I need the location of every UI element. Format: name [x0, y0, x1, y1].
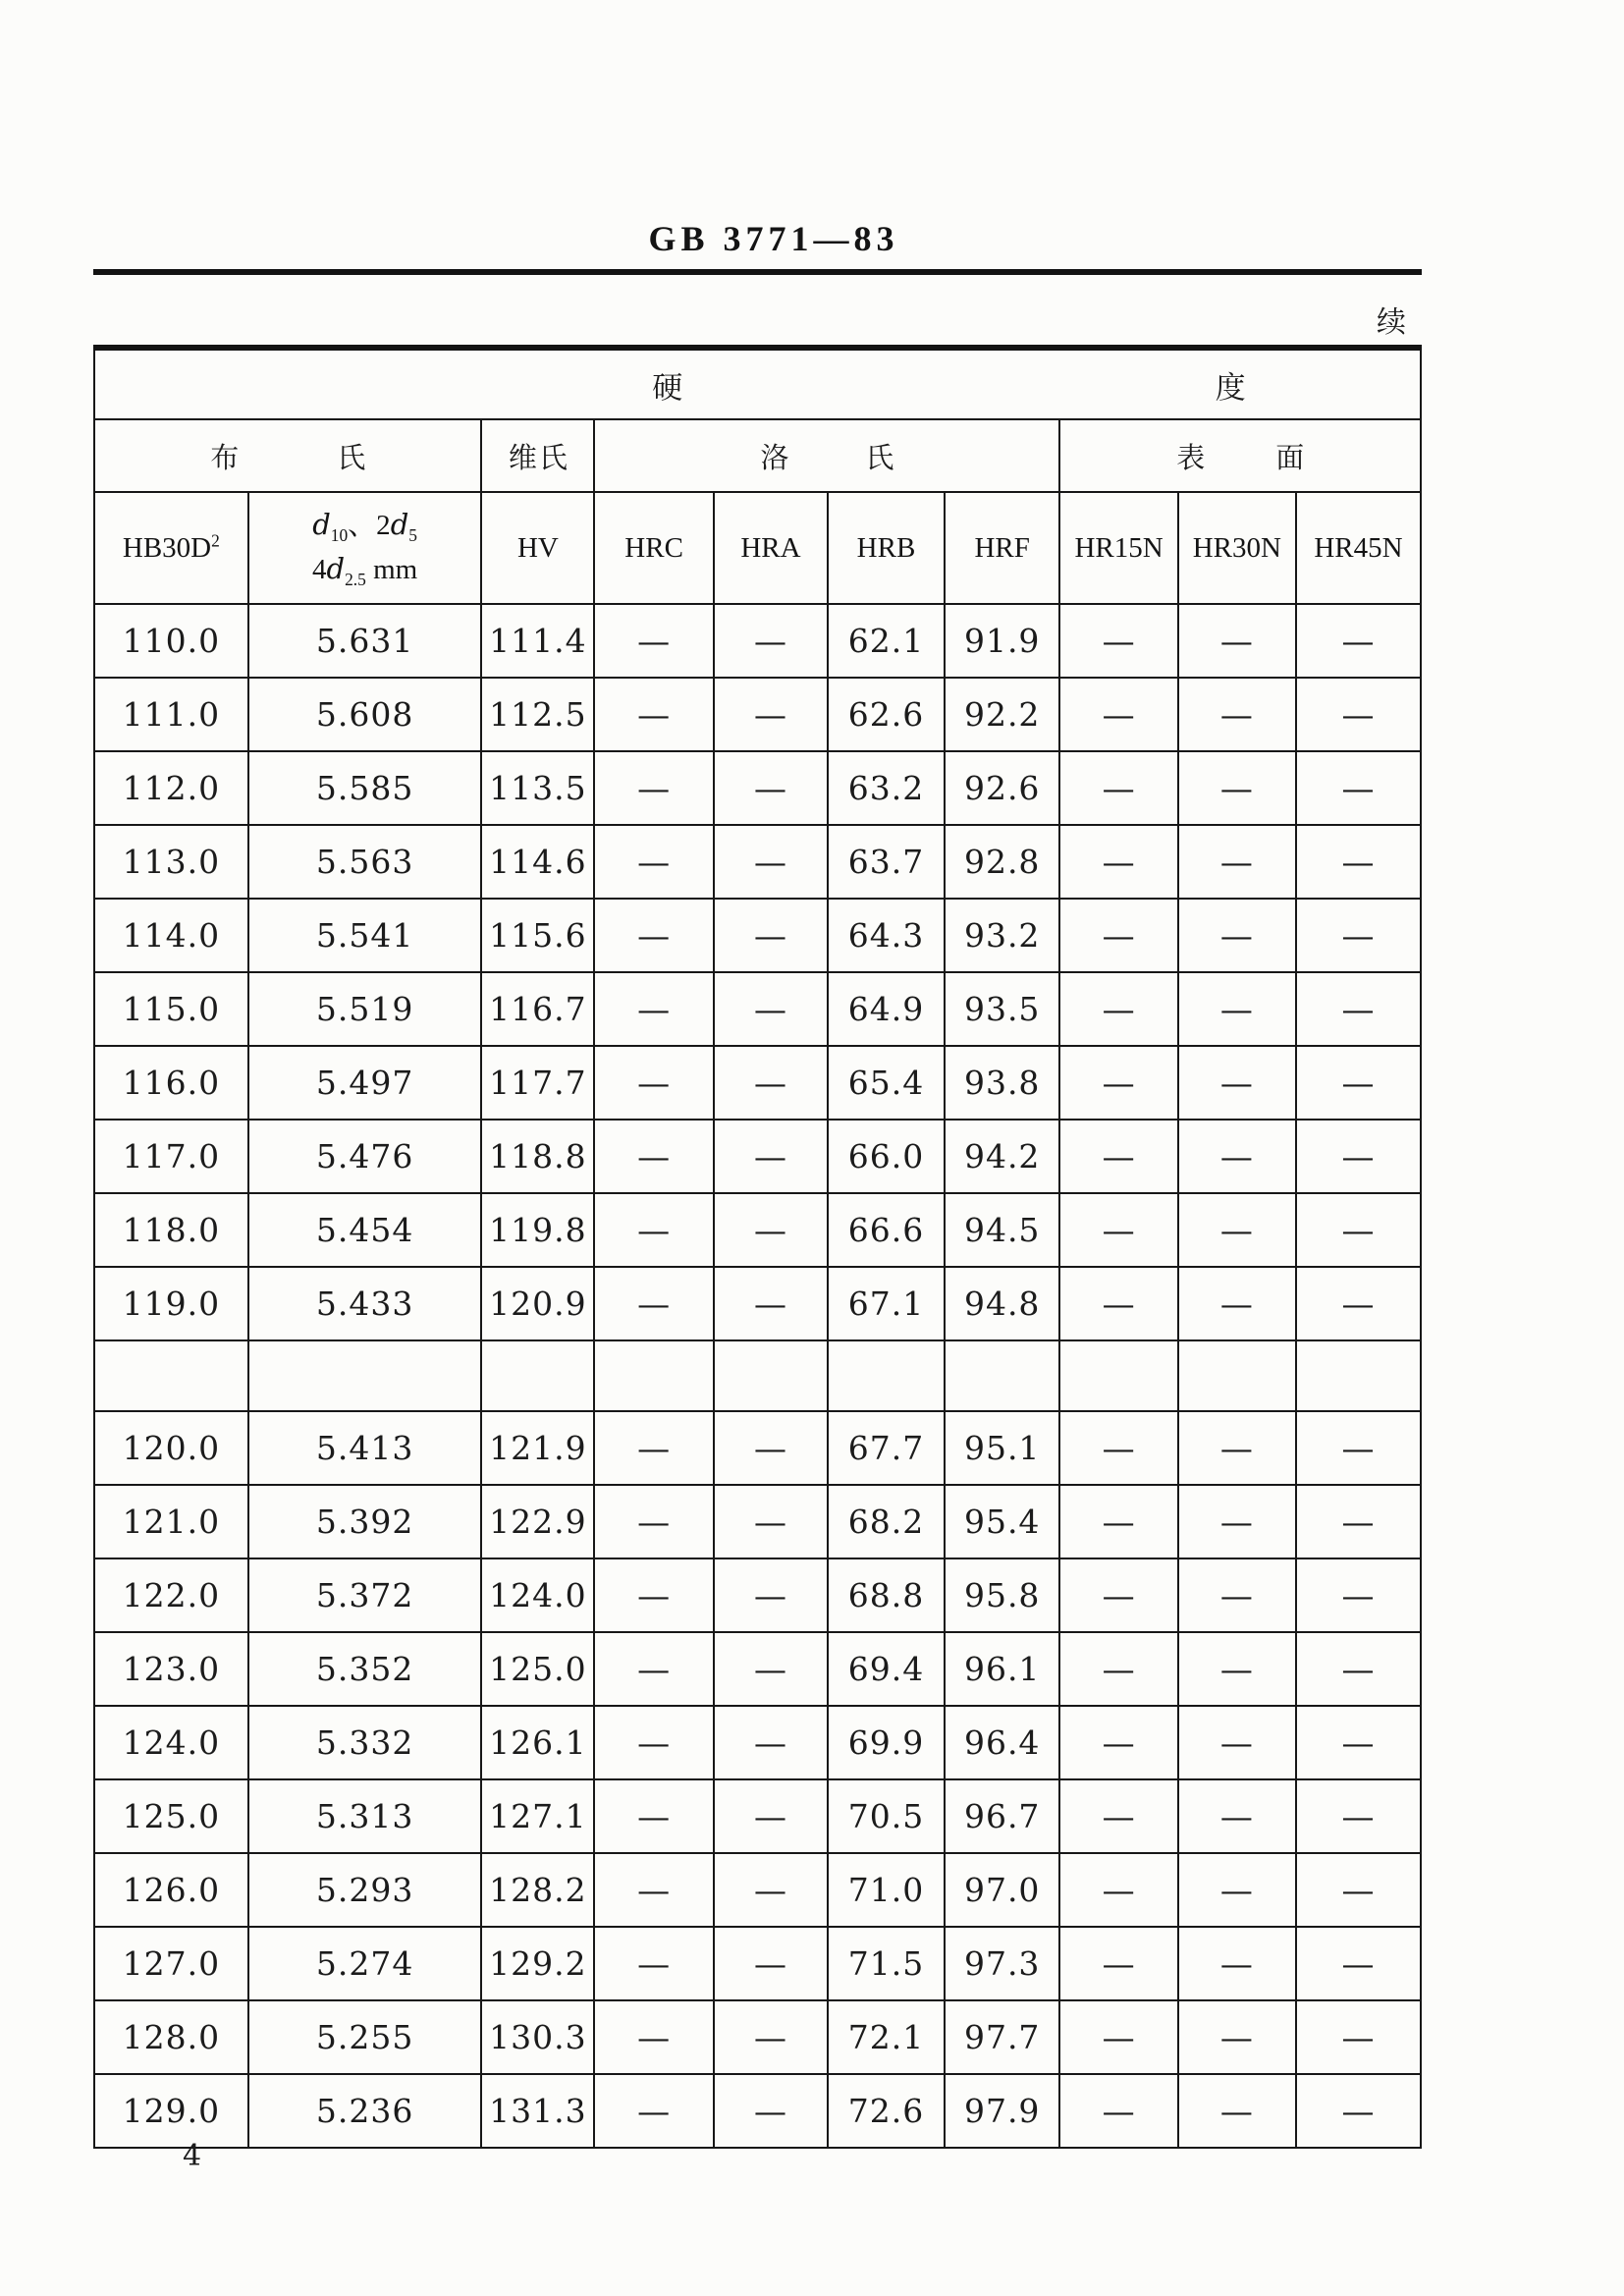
- table-cell-hv: 122.9: [481, 1485, 594, 1558]
- table-cell-hrb: 67.7: [828, 1411, 945, 1485]
- table-cell-hv: 129.2: [481, 1927, 594, 2000]
- table-cell-hr45n: —: [1296, 1193, 1421, 1267]
- table-cell-hb30d2: 117.0: [94, 1120, 248, 1193]
- table-cell-hrb: 69.4: [828, 1632, 945, 1706]
- table-cell-hb30d2: 126.0: [94, 1853, 248, 1927]
- table-cell-hra: —: [714, 1927, 828, 2000]
- table-cell-hb30d2: 116.0: [94, 1046, 248, 1120]
- table-cell-hrc: —: [594, 1558, 714, 1632]
- table-row: [94, 899, 1421, 972]
- table-cell-hrc: —: [594, 604, 714, 678]
- scale-group-header: 维 氏: [481, 419, 594, 492]
- table-cell-hr45n: —: [1296, 1267, 1421, 1340]
- scale-group-header: 表 面: [1059, 419, 1421, 492]
- table-cell-d_mm: 5.413: [248, 1411, 482, 1485]
- table-cell-hr45n: —: [1296, 751, 1421, 825]
- table-cell-hrb: 70.5: [828, 1779, 945, 1853]
- table-cell-hv: 131.3: [481, 2074, 594, 2148]
- table-cell-hv: 112.5: [481, 678, 594, 751]
- column-header-hr30n: HR30N: [1178, 492, 1296, 604]
- table-cell-hr30n: —: [1178, 1706, 1296, 1779]
- table-cell-hr30n: —: [1178, 899, 1296, 972]
- table-cell-hr30n: —: [1178, 1411, 1296, 1485]
- table-cell-hrc: —: [594, 825, 714, 899]
- table-cell-hr30n: —: [1178, 678, 1296, 751]
- table-cell-hr15n: —: [1059, 1267, 1177, 1340]
- table-cell-hrf: 93.2: [945, 899, 1060, 972]
- table-cell-hrb: 71.0: [828, 1853, 945, 1927]
- banner-char-hardness-left: 硬: [652, 370, 683, 406]
- table-cell-hr30n: —: [1178, 1120, 1296, 1193]
- table-cell-hb30d2: 120.0: [94, 1411, 248, 1485]
- table-cell-hr30n: —: [1178, 2000, 1296, 2074]
- table-cell-hv: 126.1: [481, 1706, 594, 1779]
- table-cell-hv: 127.1: [481, 1779, 594, 1853]
- table-cell-d_mm: 5.255: [248, 2000, 482, 2074]
- table-cell-hra: —: [714, 751, 828, 825]
- table-cell-hv: 124.0: [481, 1558, 594, 1632]
- table-cell-d_mm: 5.236: [248, 2074, 482, 2148]
- table-cell-hra: —: [714, 1485, 828, 1558]
- table-cell-hr45n: —: [1296, 1927, 1421, 2000]
- column-header-hrb: HRB: [828, 492, 945, 604]
- table-cell-hr15n: —: [1059, 972, 1177, 1046]
- table-cell-hra: —: [714, 1411, 828, 1485]
- table-cell-d_mm: 5.332: [248, 1706, 482, 1779]
- table-cell-hb30d2: 127.0: [94, 1927, 248, 2000]
- table-cell-hra: —: [714, 1193, 828, 1267]
- table-cell-hr30n: —: [1178, 1193, 1296, 1267]
- table-cell-hrc: [594, 1340, 714, 1411]
- table-cell-hrc: —: [594, 1485, 714, 1558]
- table-row: [94, 825, 1421, 899]
- table-cell-hr15n: —: [1059, 1120, 1177, 1193]
- table-cell-hrc: —: [594, 1120, 714, 1193]
- table-cell-hb30d2: 115.0: [94, 972, 248, 1046]
- table-row: [94, 1120, 1421, 1193]
- table-cell-hr45n: —: [1296, 2074, 1421, 2148]
- table-cell-hrc: —: [594, 1927, 714, 2000]
- table-cell-hra: [714, 1340, 828, 1411]
- table-cell-d_mm: 5.476: [248, 1120, 482, 1193]
- table-cell-hrb: 72.1: [828, 2000, 945, 2074]
- table-row: [94, 1779, 1421, 1853]
- table-cell-hr45n: —: [1296, 1706, 1421, 1779]
- table-cell-hrb: 68.8: [828, 1558, 945, 1632]
- table-cell-hb30d2: 111.0: [94, 678, 248, 751]
- table-cell-hr15n: —: [1059, 899, 1177, 972]
- table-cell-hb30d2: 114.0: [94, 899, 248, 972]
- table-cell-hrb: 62.1: [828, 604, 945, 678]
- table-cell-hr15n: —: [1059, 604, 1177, 678]
- table-cell-hrb: 62.6: [828, 678, 945, 751]
- table-cell-d_mm: 5.274: [248, 1927, 482, 2000]
- table-cell-hb30d2: 124.0: [94, 1706, 248, 1779]
- table-cell-hv: 111.4: [481, 604, 594, 678]
- table-body: [94, 604, 1421, 2148]
- table-cell-hrc: —: [594, 972, 714, 1046]
- column-header-d_mm: $d_{10}$、$2d_5$ $4d_{2.5}$ mm: [248, 492, 482, 604]
- page-number: 4: [183, 2139, 202, 2173]
- table-cell-hv: 128.2: [481, 1853, 594, 1927]
- top-rule: [93, 269, 1422, 275]
- table-cell-hrc: —: [594, 1193, 714, 1267]
- column-header-hra: HRA: [714, 492, 828, 604]
- table-cell-hb30d2: 118.0: [94, 1193, 248, 1267]
- table-cell-hr45n: —: [1296, 678, 1421, 751]
- table-cell-hrf: 92.8: [945, 825, 1060, 899]
- table-row: [94, 678, 1421, 751]
- table-row: [94, 1706, 1421, 1779]
- table-cell-hrc: —: [594, 1411, 714, 1485]
- table-cell-hrc: —: [594, 1779, 714, 1853]
- hardness-conversion-table: [93, 351, 1422, 2149]
- table-row: [94, 1193, 1421, 1267]
- table-cell-hv: 130.3: [481, 2000, 594, 2074]
- table-row: [94, 1632, 1421, 1706]
- table-cell-hr30n: [1178, 1340, 1296, 1411]
- table-cell-hr15n: —: [1059, 678, 1177, 751]
- table-cell-hr45n: —: [1296, 2000, 1421, 2074]
- table-cell-hv: 116.7: [481, 972, 594, 1046]
- table-cell-hr30n: —: [1178, 972, 1296, 1046]
- table-cell-hr30n: —: [1178, 1485, 1296, 1558]
- table-cell-hrc: —: [594, 1632, 714, 1706]
- table-cell-hrf: 93.5: [945, 972, 1060, 1046]
- table-cell-hr15n: —: [1059, 1193, 1177, 1267]
- table-cell-hrb: 64.3: [828, 899, 945, 972]
- table-cell-d_mm: 5.631: [248, 604, 482, 678]
- table-cell-hr30n: —: [1178, 1558, 1296, 1632]
- column-header-hb30d2: $HB30D^2$: [94, 492, 248, 604]
- table-cell-hrf: [945, 1340, 1060, 1411]
- scale-group-header: 布 氏: [94, 419, 481, 492]
- table-cell-hb30d2: 122.0: [94, 1558, 248, 1632]
- table-cell-hra: —: [714, 1632, 828, 1706]
- table-cell-hb30d2: 119.0: [94, 1267, 248, 1340]
- table-cell-hra: —: [714, 1779, 828, 1853]
- table-cell-hr45n: —: [1296, 972, 1421, 1046]
- table-cell-hv: 119.8: [481, 1193, 594, 1267]
- table-cell-d_mm: 5.454: [248, 1193, 482, 1267]
- table-cell-hr15n: —: [1059, 825, 1177, 899]
- table-cell-hrc: —: [594, 678, 714, 751]
- table-row: [94, 1267, 1421, 1340]
- table-cell-hv: 117.7: [481, 1046, 594, 1120]
- table-cell-hv: 114.6: [481, 825, 594, 899]
- table-cell-hb30d2: [94, 1340, 248, 1411]
- table-cell-hv: 113.5: [481, 751, 594, 825]
- table-cell-hr30n: —: [1178, 1267, 1296, 1340]
- table-cell-hra: —: [714, 972, 828, 1046]
- table-cell-hra: —: [714, 1046, 828, 1120]
- continued-label: 续: [1377, 305, 1406, 340]
- table-cell-hr45n: —: [1296, 825, 1421, 899]
- table-cell-hrb: 63.2: [828, 751, 945, 825]
- table-cell-hrf: 92.6: [945, 751, 1060, 825]
- table-cell-hr30n: —: [1178, 2074, 1296, 2148]
- table-cell-hv: 115.6: [481, 899, 594, 972]
- table-cell-hr45n: —: [1296, 1485, 1421, 1558]
- table-cell-d_mm: 5.608: [248, 678, 482, 751]
- standard-code-title: GB 3771—83: [648, 219, 899, 258]
- table-cell-hra: —: [714, 1853, 828, 1927]
- table-banner-row: [94, 351, 1421, 419]
- table-cell-hv: 120.9: [481, 1267, 594, 1340]
- table-cell-hr15n: —: [1059, 1411, 1177, 1485]
- table-cell-hra: —: [714, 1120, 828, 1193]
- table-row: [94, 972, 1421, 1046]
- table-cell-hr45n: —: [1296, 604, 1421, 678]
- table-cell-hrc: —: [594, 2000, 714, 2074]
- table-cell-hr30n: —: [1178, 1853, 1296, 1927]
- table-cell-hb30d2: 129.0: [94, 2074, 248, 2148]
- banner-char-hardness-right: 度: [1215, 370, 1246, 406]
- table-cell-d_mm: 5.313: [248, 1779, 482, 1853]
- column-header-hr45n: HR45N: [1296, 492, 1421, 604]
- table-cell-hrb: 72.6: [828, 2074, 945, 2148]
- table-cell-hrf: 96.4: [945, 1706, 1060, 1779]
- table-cell-hrf: 93.8: [945, 1046, 1060, 1120]
- table-cell-hr15n: —: [1059, 1779, 1177, 1853]
- table-row: [94, 1046, 1421, 1120]
- table-cell-hv: 118.8: [481, 1120, 594, 1193]
- table-cell-d_mm: 5.563: [248, 825, 482, 899]
- table-cell-hr45n: —: [1296, 899, 1421, 972]
- table-cell-d_mm: 5.433: [248, 1267, 482, 1340]
- table-cell-hra: —: [714, 1267, 828, 1340]
- table-cell-hb30d2: 113.0: [94, 825, 248, 899]
- table-cell-hr30n: —: [1178, 1779, 1296, 1853]
- table-row: [94, 2000, 1421, 2074]
- table-cell-hrf: 97.9: [945, 2074, 1060, 2148]
- table-cell-hrf: 92.2: [945, 678, 1060, 751]
- table-cell-hrf: 94.5: [945, 1193, 1060, 1267]
- scale-group-row: [94, 419, 1421, 492]
- table-cell-hra: —: [714, 2074, 828, 2148]
- table-cell-hrb: 65.4: [828, 1046, 945, 1120]
- table-cell-hrf: 94.8: [945, 1267, 1060, 1340]
- table-row: [94, 751, 1421, 825]
- table-cell-hrb: 68.2: [828, 1485, 945, 1558]
- table-cell-hr30n: —: [1178, 1632, 1296, 1706]
- table-cell-hv: 121.9: [481, 1411, 594, 1485]
- table-cell-d_mm: 5.585: [248, 751, 482, 825]
- table-cell-hr30n: —: [1178, 751, 1296, 825]
- table-cell-hr30n: —: [1178, 604, 1296, 678]
- table-cell-hb30d2: 110.0: [94, 604, 248, 678]
- scale-group-header: 洛 氏: [594, 419, 1059, 492]
- table-cell-hrb: 66.0: [828, 1120, 945, 1193]
- table-cell-hr15n: —: [1059, 2000, 1177, 2074]
- table-cell-hr15n: —: [1059, 1485, 1177, 1558]
- table-cell-d_mm: 5.392: [248, 1485, 482, 1558]
- table-cell-hrc: —: [594, 2074, 714, 2148]
- table-cell-hrf: 96.7: [945, 1779, 1060, 1853]
- table-cell-hrf: 95.1: [945, 1411, 1060, 1485]
- table-row: [94, 1927, 1421, 2000]
- table-cell-hr45n: [1296, 1340, 1421, 1411]
- table-cell-hb30d2: 123.0: [94, 1632, 248, 1706]
- table-cell-hb30d2: 121.0: [94, 1485, 248, 1558]
- table-cell-hra: —: [714, 1558, 828, 1632]
- table-cell-d_mm: [248, 1340, 482, 1411]
- table-cell-hrb: 66.6: [828, 1193, 945, 1267]
- table-row: [94, 1485, 1421, 1558]
- table-cell-hrc: —: [594, 899, 714, 972]
- table-row: [94, 604, 1421, 678]
- table-cell-hrf: 95.8: [945, 1558, 1060, 1632]
- column-header-hrf: HRF: [945, 492, 1060, 604]
- table-cell-hrf: 97.7: [945, 2000, 1060, 2074]
- table-cell-hrf: 96.1: [945, 1632, 1060, 1706]
- table-cell-hrb: 63.7: [828, 825, 945, 899]
- table-cell-hb30d2: 112.0: [94, 751, 248, 825]
- table-cell-hr45n: —: [1296, 1411, 1421, 1485]
- table-cell-hr15n: —: [1059, 1706, 1177, 1779]
- table-cell-hr45n: —: [1296, 1779, 1421, 1853]
- table-cell-hrb: 71.5: [828, 1927, 945, 2000]
- table-cell-d_mm: 5.293: [248, 1853, 482, 1927]
- table-cell-hra: —: [714, 825, 828, 899]
- table-cell-hrf: 95.4: [945, 1485, 1060, 1558]
- table-cell-hra: —: [714, 678, 828, 751]
- table-cell-hr45n: —: [1296, 1558, 1421, 1632]
- table-cell-hb30d2: 125.0: [94, 1779, 248, 1853]
- table-cell-hb30d2: 128.0: [94, 2000, 248, 2074]
- table-cell-hra: —: [714, 899, 828, 972]
- table-cell-hr45n: —: [1296, 1632, 1421, 1706]
- table-row: [94, 1411, 1421, 1485]
- table-cell-d_mm: 5.497: [248, 1046, 482, 1120]
- table-cell-hr30n: —: [1178, 1927, 1296, 2000]
- table-cell-hrf: 94.2: [945, 1120, 1060, 1193]
- table-cell-hrb: 69.9: [828, 1706, 945, 1779]
- table-cell-hrc: —: [594, 1046, 714, 1120]
- table-cell-hr15n: —: [1059, 1632, 1177, 1706]
- table-cell-d_mm: 5.541: [248, 899, 482, 972]
- table-cell-hra: —: [714, 2000, 828, 2074]
- table-cell-hr30n: —: [1178, 825, 1296, 899]
- table-cell-d_mm: 5.372: [248, 1558, 482, 1632]
- table-cell-d_mm: 5.352: [248, 1632, 482, 1706]
- table-cell-hr15n: —: [1059, 751, 1177, 825]
- table-cell-hr15n: [1059, 1340, 1177, 1411]
- table-cell-hr45n: —: [1296, 1120, 1421, 1193]
- table-cell-hr15n: —: [1059, 1927, 1177, 2000]
- column-header-hv: HV: [481, 492, 594, 604]
- table-cell-hrc: —: [594, 1267, 714, 1340]
- table-cell-hr15n: —: [1059, 1558, 1177, 1632]
- table-cell-hr15n: —: [1059, 1046, 1177, 1120]
- table-cell-hr45n: —: [1296, 1046, 1421, 1120]
- table-cell-hr45n: —: [1296, 1853, 1421, 1927]
- table-header: [94, 351, 1421, 604]
- table-cell-hv: [481, 1340, 594, 1411]
- table-cell-hv: 125.0: [481, 1632, 594, 1706]
- table-cell-hrb: 67.1: [828, 1267, 945, 1340]
- table-cell-hrf: 97.3: [945, 1927, 1060, 2000]
- column-header-row: [94, 492, 1421, 604]
- table-cell-hr15n: —: [1059, 2074, 1177, 2148]
- table-cell-d_mm: 5.519: [248, 972, 482, 1046]
- column-header-hrc: HRC: [594, 492, 714, 604]
- spacer-row: [94, 1340, 1421, 1411]
- column-header-hr15n: HR15N: [1059, 492, 1177, 604]
- table-cell-hrc: —: [594, 1706, 714, 1779]
- table-cell-hrb: 64.9: [828, 972, 945, 1046]
- table-row: [94, 1853, 1421, 1927]
- table-cell-hrf: 97.0: [945, 1853, 1060, 1927]
- table-cell-hrc: —: [594, 751, 714, 825]
- table-cell-hrb: [828, 1340, 945, 1411]
- table-row: [94, 2074, 1421, 2148]
- table-cell-hrf: 91.9: [945, 604, 1060, 678]
- table-row: [94, 1558, 1421, 1632]
- table-cell-hr15n: —: [1059, 1853, 1177, 1927]
- table-cell-hr30n: —: [1178, 1046, 1296, 1120]
- table-cell-hra: —: [714, 604, 828, 678]
- table-cell-hrc: —: [594, 1853, 714, 1927]
- table-cell-hra: —: [714, 1706, 828, 1779]
